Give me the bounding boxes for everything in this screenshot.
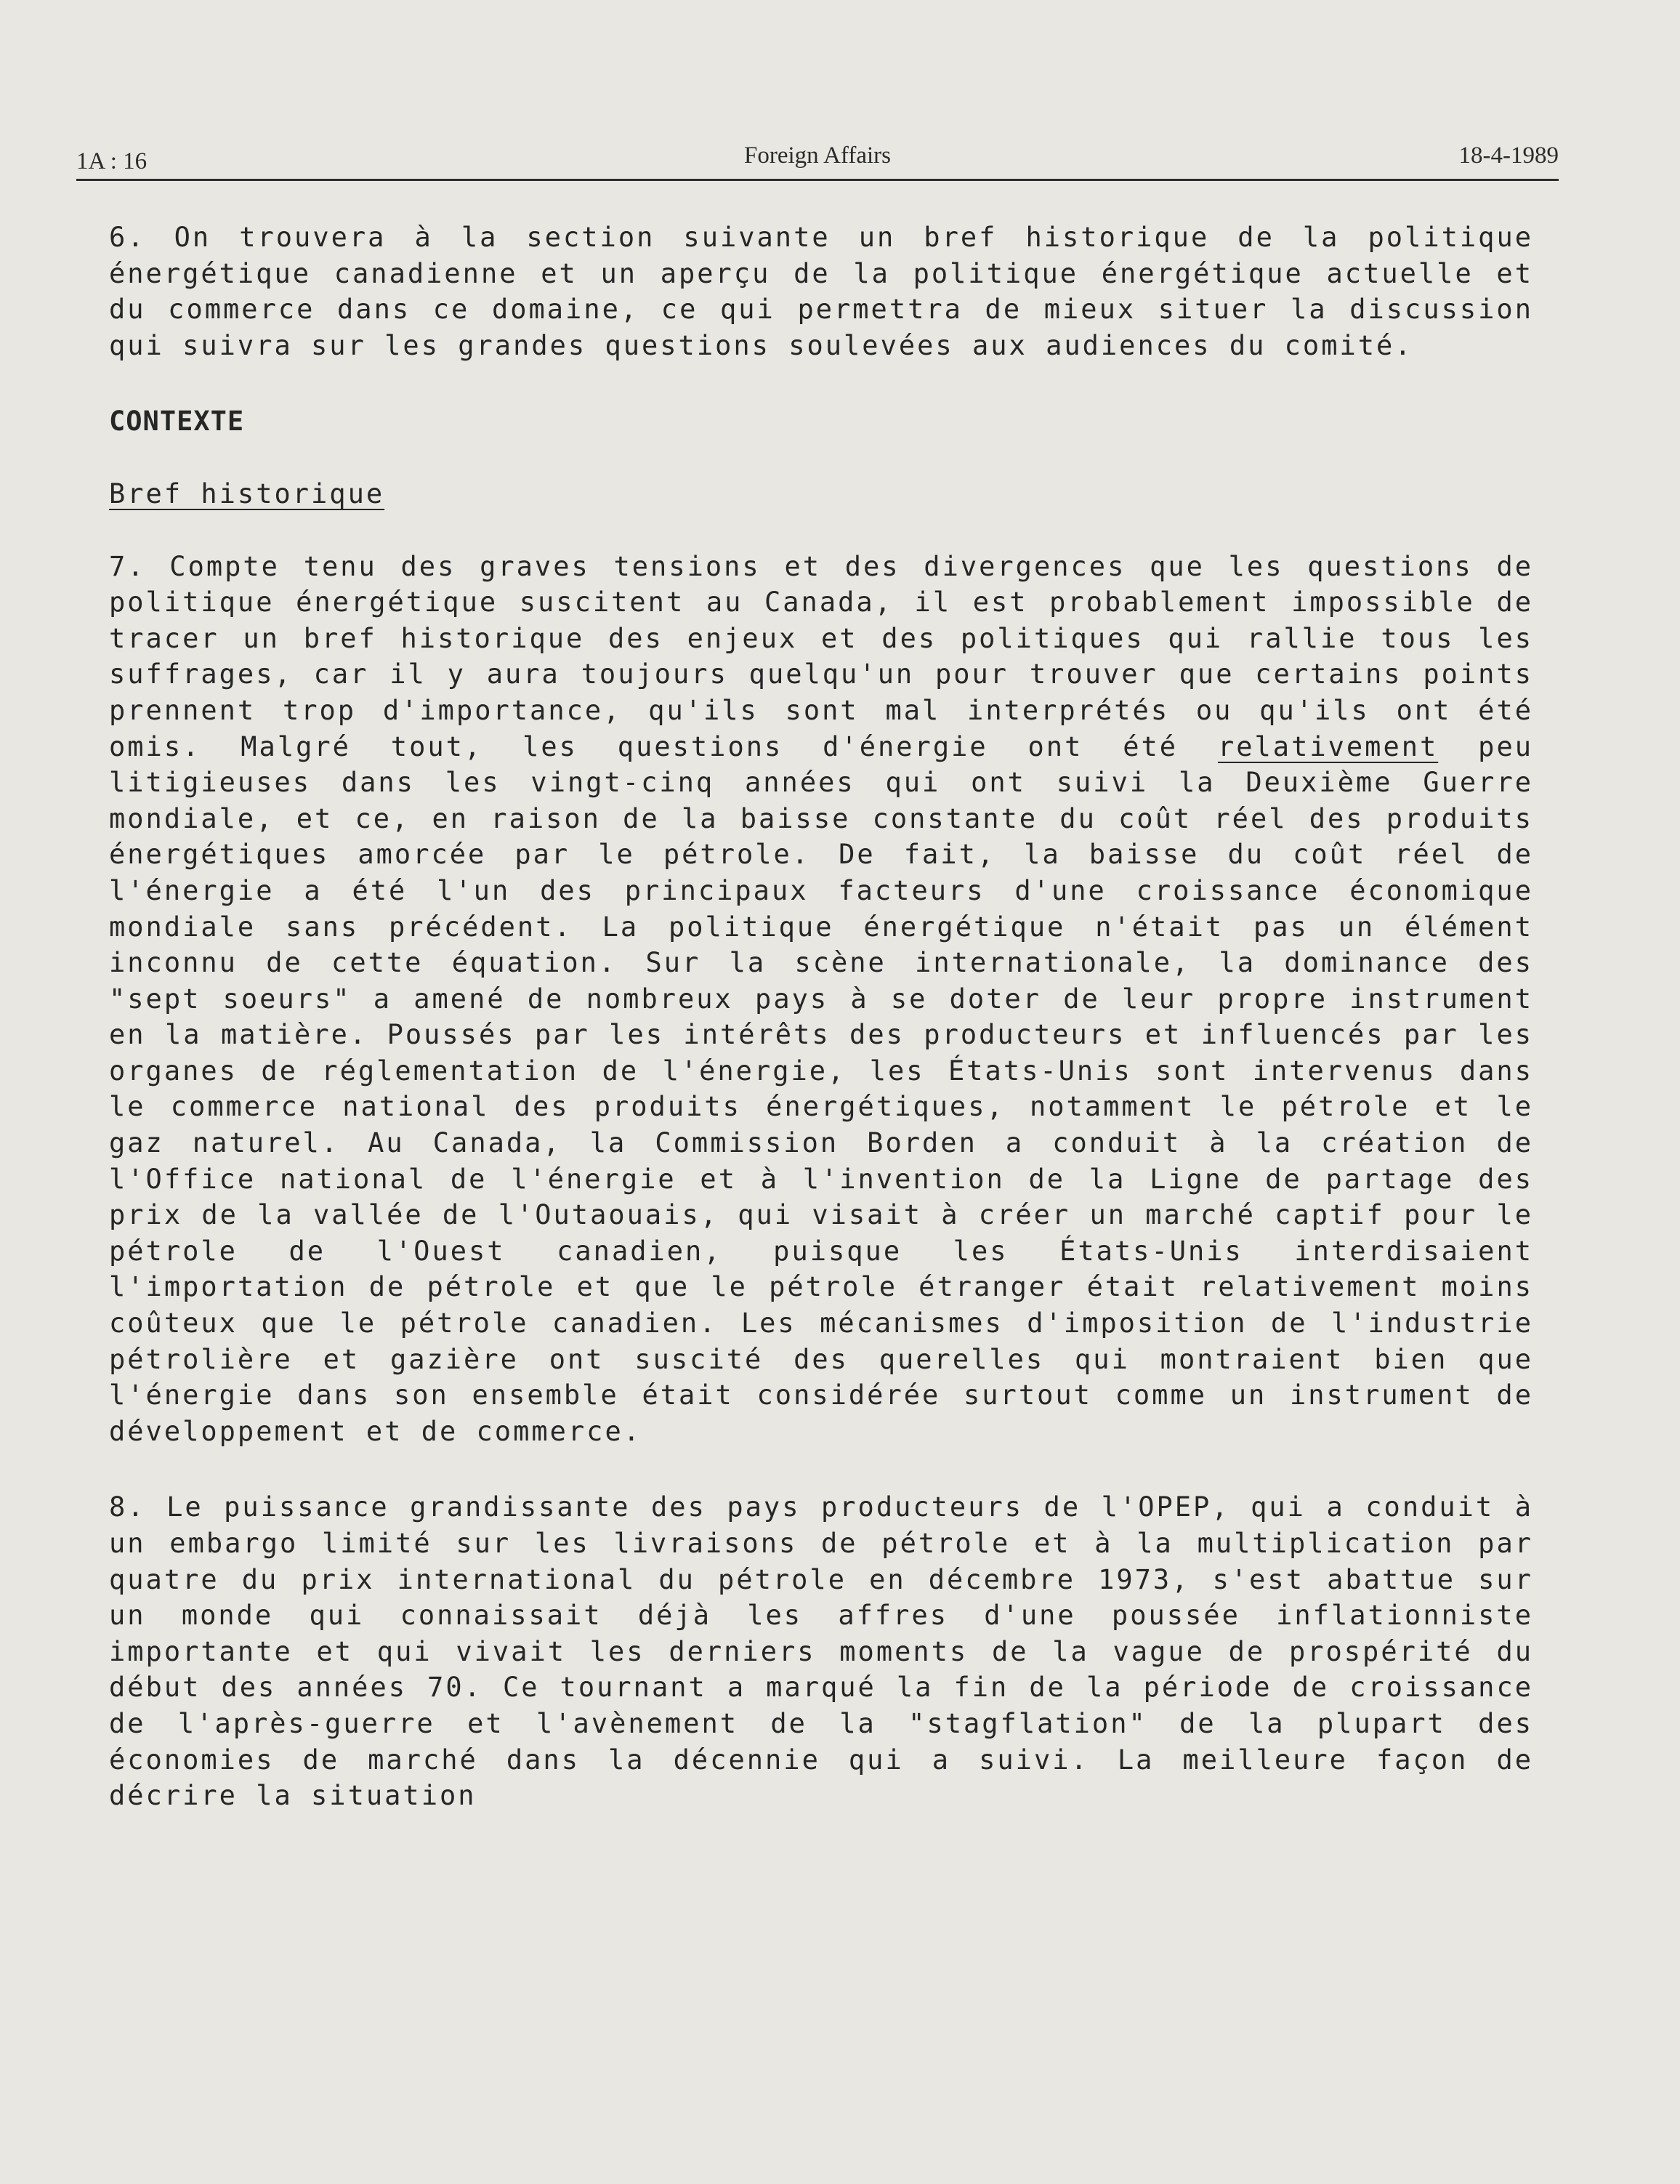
spacer xyxy=(109,440,1533,476)
page-number: 1A : 16 xyxy=(76,148,148,174)
paragraph-7-text-b: peu litigieuses dans les vingt-cinq années qui ont suivi la Deuxième Guerre mondiale, et ce, en raison de la baisse constante du coût réel des produits énergétiques amorcée par le pétrole. De fait, la baisse du coût réel de l'énergie a été l'un des principaux facteurs d'une croissance économique mondiale sans précédent. La politique énergétique n'était pas un élément inconnu de cette équation. Sur la scène internationale, la dominance des "sept soeurs" a amené de nombreux pays à se doter de leur propre instrument en la matière. Poussés par les intérêts des producteurs et influencés par les organes de réglementation de l'énergie, les États-Unis sont intervenus dans le commerce national des produits énergétiques, notamment le pétrole et le gaz naturel. Au Canada, la Commission Borden a conduit à la création de l'Office national de l'énergie et à l'invention de la Ligne de partage des prix de la vallée de l'Outaouais, qui visait à créer un marché captif pour le pétrole de l'Ouest canadien, puisque les États-Unis interdisaient l'importation de pétrole et que le pétrole étranger était relativement moins coûteux que le pétrole canadien. Les mécanismes d'imposition de l'industrie pétrolière et gazière ont suscité des querelles qui montraient bien que l'énergie dans son ensemble était considérée surtout comme un instrument de développement et de commerce. xyxy=(109,730,1533,1447)
document-body xyxy=(109,219,1533,1814)
underlined-word: relativement xyxy=(1217,730,1439,762)
spacer xyxy=(109,363,1533,403)
spacer xyxy=(109,512,1533,549)
page-header xyxy=(76,142,1559,179)
paragraph-6: 6. On trouvera à la section suivante un bref historique de la politique énergétique canadienne et un aperçu de la politique énergétique actuelle et du commerce dans ce domaine, ce qui permettra de mieux situer la discussion qui suivra sur les grandes questions soulevées aux audiences du comité. xyxy=(109,222,1533,361)
header-rule xyxy=(76,179,1559,181)
subsection-heading: Bref historique xyxy=(109,478,385,509)
paragraph-7 xyxy=(109,549,1533,1450)
publication-title: Foreign Affairs xyxy=(744,142,891,169)
paragraph-8: 8. Le puissance grandissante des pays producteurs de l'OPEP, qui a conduit à un embargo limité sur les livraisons de pétrole et à la multiplication par quatre du prix international du pétrole en décembre 1973, s'est abattue sur un monde qui connaissait déjà les affres d'une poussée inflationniste importante et qui vivait les derniers moments de la vague de prospérité du début des années 70. Ce tournant a marqué la fin de la période de croissance de l'après-guerre et l'avènement de la "stagflation" de la plupart des économies de marché dans la décennie qui a suivi. La meilleure façon de décrire la situation xyxy=(109,1491,1533,1812)
spacer xyxy=(109,1449,1533,1489)
section-heading: CONTEXTE xyxy=(109,406,245,438)
paragraph-7-text-a: 7. Compte tenu des graves tensions et des divergences que les questions de politique énergétique suscitent au Canada, il est probablement impossible de tracer un bref historique des enjeux et des politiques qui rallie tous les suffrages, car il y aura toujours quelqu'un pour trouver que certains points prennent trop d'importance, qu'ils sont mal interprétés ou qu'ils ont été omis. Malgré tout, les questions d'énergie ont été xyxy=(109,550,1533,762)
publication-date: 18-4-1989 xyxy=(1458,142,1559,169)
